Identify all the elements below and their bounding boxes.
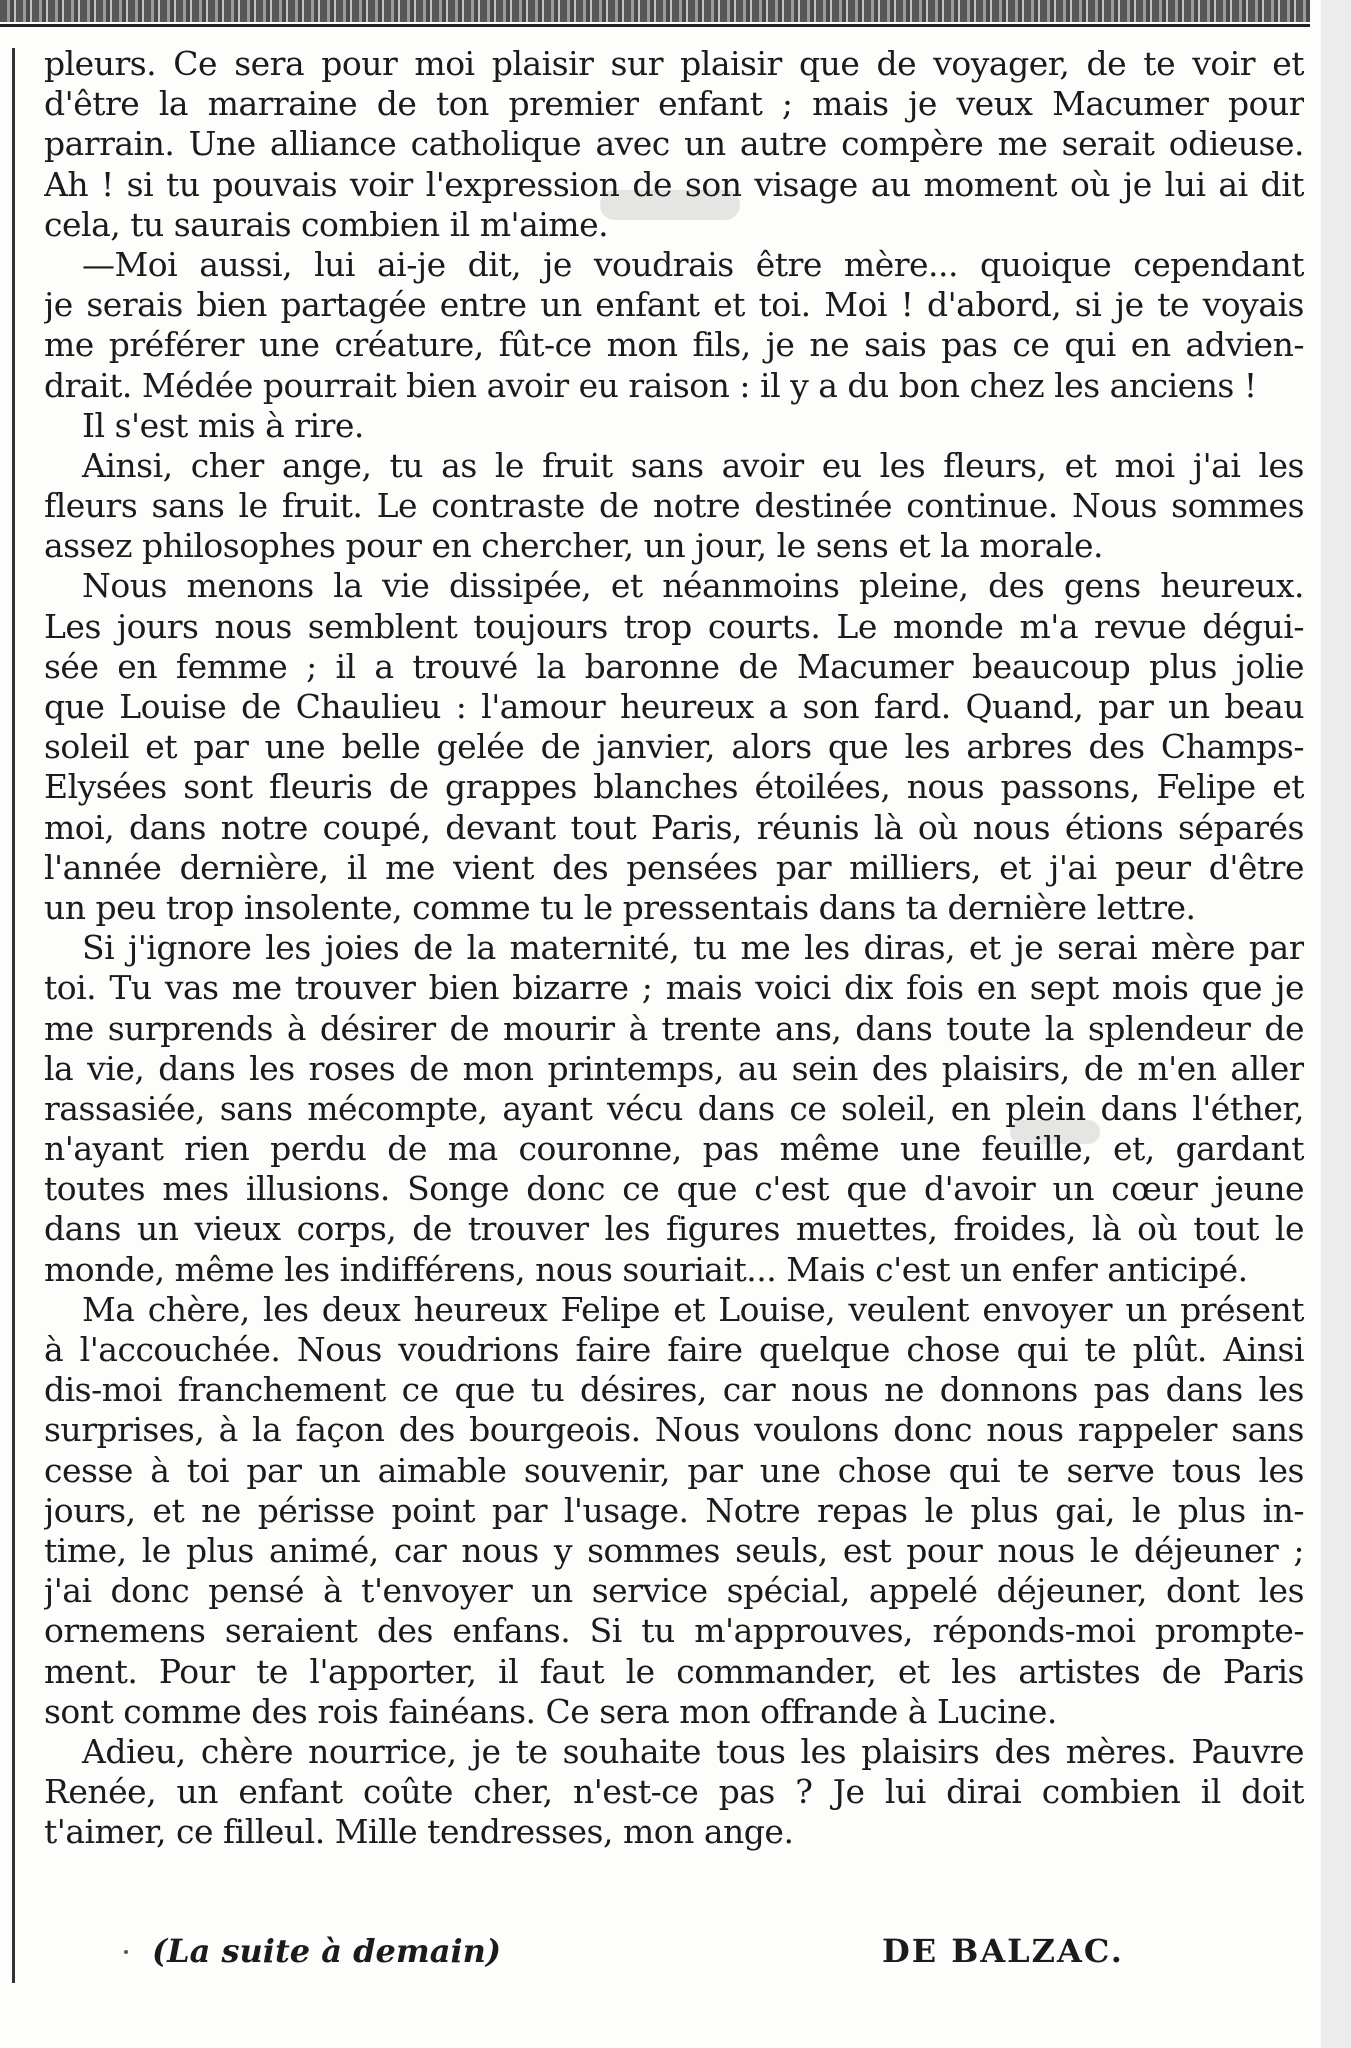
text-line: j'ai donc pensé à t'envoyer un service spécial, appelé déjeuner, dont les [44,1571,1304,1611]
top-rule [0,24,1310,27]
text-line: —Moi aussi, lui ai-je dit, je voudrais être mère... quoique cependant [82,244,1304,284]
article-body [44,44,1304,1852]
text-line: dans un vieux corps, de trouver les figures muettes, froides, là où tout le [44,1209,1304,1249]
text-line: n'ayant rien perdu de ma couronne, pas même une feuille, et, gardant [44,1129,1304,1169]
text-line: rassasiée, sans mécompte, ayant vécu dans ce soleil, en plein dans l'éther, [44,1088,1304,1128]
text-line: assez philosophes pour en chercher, un jour, le sens et la morale. [44,526,1104,566]
article-footer [44,1932,1174,1978]
text-line: Elysées sont fleuris de grappes blanches étoilées, nous passons, Felipe et [44,767,1304,807]
print-speck [124,1950,128,1954]
text-line: parrain. Une alliance catholique avec un autre compère me serait odieuse. [44,124,1304,164]
text-line: ment. Pour te l'apporter, il faut le commander, et les artistes de Paris [44,1651,1304,1691]
text-line: t'aimer, ce filleul. Mille tendresses, mon ange. [44,1812,794,1852]
text-line: me surprends à désirer de mourir à trente ans, dans toute la splendeur de [44,1008,1304,1048]
author-signature: DE BALZAC. [882,1932,1124,1970]
text-line: ornemens seraient des enfans. Si tu m'approuves, réponds-moi prompte- [44,1611,1304,1651]
text-line: Les jours nous semblent toujours trop courts. Le monde m'a revue dégui- [44,606,1304,646]
text-line: un peu trop insolente, comme tu le pressentais dans ta dernière lettre. [44,887,1196,927]
text-line: me préférer une créature, fût-ce mon fils, je ne sais pas ce qui en advien- [44,325,1304,365]
text-line: à l'accouchée. Nous voudrions faire faire quelque chose qui te plût. Ainsi [44,1330,1304,1369]
top-border-ornament [0,0,1310,22]
text-line: drait. Médée pourrait bien avoir eu raison : il y a du bon chez les anciens ! [44,365,1257,405]
text-line: Ainsi, cher ange, tu as le fruit sans avoir eu les fleurs, et moi j'ai les [82,445,1304,485]
text-line: je serais bien partagée entre un enfant et toi. Moi ! d'abord, si je te voyais [44,285,1304,325]
text-line: toi. Tu vas me trouver bien bizarre ; mais voici dix fois en sept mois que je [44,968,1304,1008]
text-line: que Louise de Chaulieu : l'amour heureux a son fard. Quand, par un beau [44,687,1304,726]
text-line: Si j'ignore les joies de la maternité, tu me les diras, et je serai mère par [82,928,1304,968]
text-line: Adieu, chère nourrice, je te souhaite tous les plaisirs des mères. Pauvre [82,1731,1304,1771]
text-line: time, le plus animé, car nous y sommes seuls, est pour nous le déjeuner ; [44,1530,1304,1570]
text-line: soleil et par une belle gelée de janvier, alors que les arbres des Champs- [44,727,1304,767]
continuation-note: (La suite à demain) [152,1932,501,1970]
text-line: toutes mes illusions. Songe donc ce que c'est que d'avoir un cœur jeune [44,1169,1304,1209]
text-line: la vie, dans les roses de mon printemps, au sein des plaisirs, de m'en aller [44,1048,1304,1088]
text-line: jours, et ne périsse point par l'usage. Notre repas le plus gai, le plus in- [44,1490,1304,1530]
text-line: pleurs. Ce sera pour moi plaisir sur plaisir que de voyager, de te voir et [44,44,1304,83]
text-line: moi, dans notre coupé, devant tout Paris, réunis là où nous étions séparés [44,807,1304,847]
text-line: Ma chère, les deux heureux Felipe et Louise, veulent envoyer un présent [82,1289,1304,1329]
text-line: dis-moi franchement ce que tu désires, car nous ne donnons pas dans les [44,1370,1304,1410]
text-line: sée en femme ; il a trouvé la baronne de Macumer beaucoup plus jolie [44,646,1304,686]
page-edge-shadow [1321,0,1351,2048]
text-line: Ah ! si tu pouvais voir l'expression de son visage au moment où je lui ai dit [44,164,1304,204]
text-line: Renée, un enfant coûte cher, n'est-ce pas ? Je lui dirai combien il doit [44,1772,1304,1812]
text-line: surprises, à la façon des bourgeois. Nous voulons donc nous rappeler sans [44,1410,1304,1450]
text-line: l'année dernière, il me vient des pensées par milliers, et j'ai peur d'être [44,847,1304,887]
text-line: Il s'est mis à rire. [82,405,364,445]
text-line: sont comme des rois fainéans. Ce sera mon offrande à Lucine. [44,1691,1057,1731]
text-line: Nous menons la vie dissipée, et néanmoins pleine, des gens heureux. [82,566,1304,606]
text-line: d'être la marraine de ton premier enfant ; mais je veux Macumer pour [44,84,1304,124]
text-line: cesse à toi par un aimable souvenir, par une chose qui te serve tous les [44,1450,1304,1490]
text-line: fleurs sans le fruit. Le contraste de notre destinée continue. Nous sommes [44,486,1304,526]
text-line: monde, même les indifférens, nous souriait... Mais c'est un enfer anticipé. [44,1249,1248,1289]
text-line: cela, tu saurais combien il m'aime. [44,204,609,244]
column-rule [12,48,15,1983]
